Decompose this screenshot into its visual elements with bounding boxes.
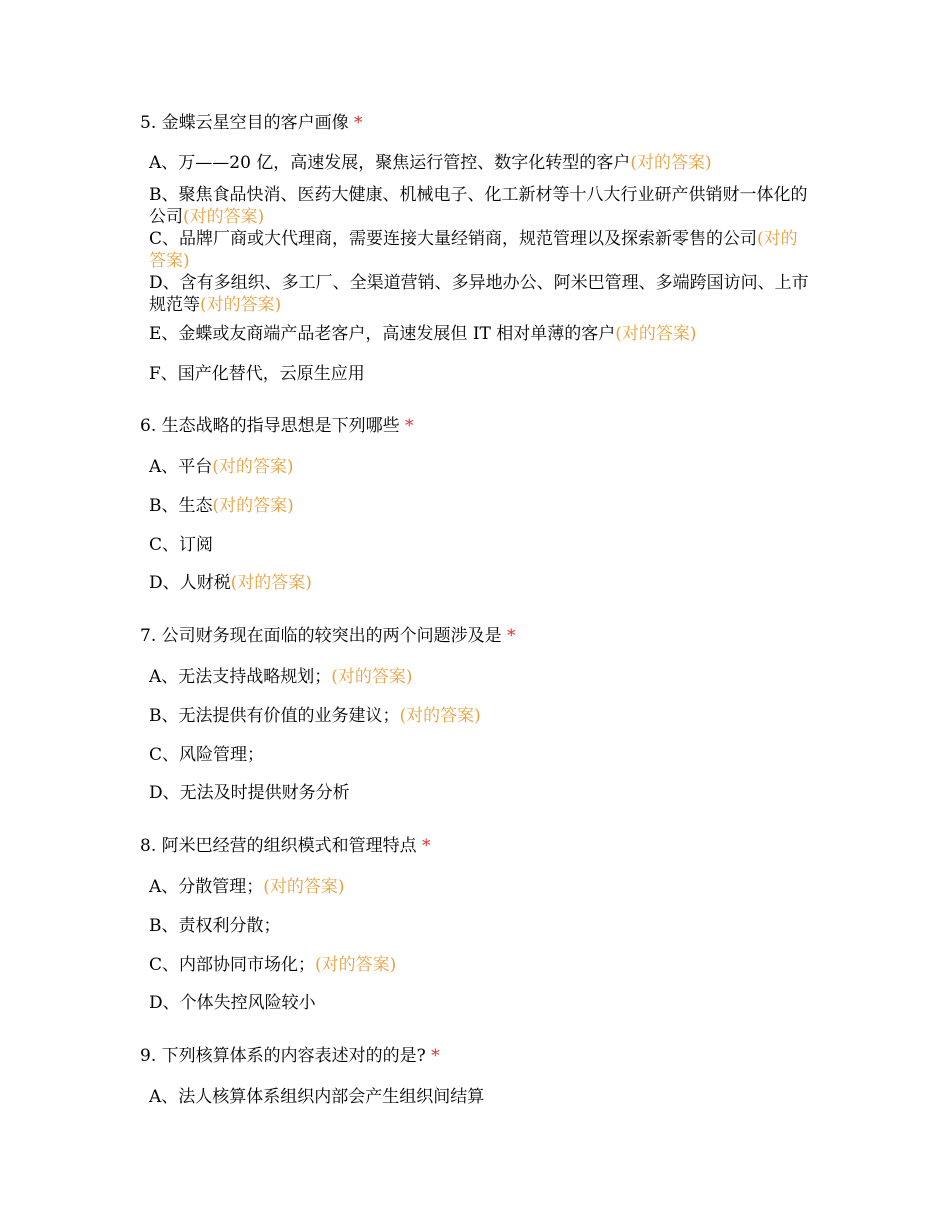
option-a[interactable] (149, 666, 809, 688)
required-mark: * (422, 836, 431, 856)
option-d[interactable] (149, 272, 809, 316)
correct-answer-tag: (对的答案) (212, 496, 294, 516)
option-label: D、人财税 (149, 573, 231, 593)
option-c[interactable] (149, 744, 809, 766)
question-title: 9. 下列核算体系的内容表述对的的是? * (140, 1046, 440, 1066)
option-c[interactable] (149, 954, 809, 976)
option-label: B、责权利分散； (149, 916, 281, 936)
question-5 (140, 112, 820, 384)
correct-answer-tag: (对的答案) (200, 295, 282, 315)
option-b[interactable] (149, 915, 809, 937)
question-title: 6. 生态战略的指导思想是下列哪些 * (140, 416, 414, 436)
question-6 (140, 415, 820, 593)
option-label: F、国产化替代，云原生应用 (149, 364, 365, 384)
option-e[interactable] (149, 323, 809, 345)
option-f[interactable] (149, 363, 809, 385)
question-title: 7. 公司财务现在面临的较突出的两个问题涉及是 * (140, 626, 516, 646)
option-label: D、含有多组织、多工厂、全渠道营销、多异地办公、阿米巴管理、多端跨国访问、上市规范等 (149, 273, 809, 315)
option-label: C、订阅 (149, 535, 214, 555)
option-label: C、内部协同市场化； (149, 955, 316, 975)
option-label: A、分散管理； (149, 877, 264, 897)
question-9 (140, 1045, 820, 1107)
required-mark: * (507, 626, 516, 646)
correct-answer-tag: (对的答案) (263, 877, 345, 897)
option-a[interactable] (149, 1086, 809, 1108)
question-title: 8. 阿米巴经营的组织模式和管理特点 * (140, 836, 431, 856)
option-label: B、无法提供有价值的业务建议； (149, 706, 400, 726)
option-label: A、平台 (149, 457, 213, 477)
correct-answer-tag: (对的答案) (212, 457, 294, 477)
option-d[interactable] (149, 992, 809, 1014)
required-mark: * (431, 1046, 440, 1066)
option-b[interactable] (149, 184, 809, 228)
option-a[interactable] (149, 876, 809, 898)
required-mark: * (405, 416, 414, 436)
option-b[interactable] (149, 705, 809, 727)
correct-answer-tag: (对的答案) (331, 667, 413, 687)
option-label: C、品牌厂商或大代理商，需要连接大量经销商，规范管理以及探索新零售的公司 (149, 229, 758, 249)
question-8 (140, 835, 820, 1013)
correct-answer-tag: (对的答案) (230, 573, 312, 593)
option-d[interactable] (149, 572, 809, 594)
option-a[interactable] (149, 456, 809, 478)
question-7 (140, 625, 820, 803)
option-label: D、无法及时提供财务分析 (149, 783, 350, 803)
option-label: A、万——20 亿，高速发展，聚焦运行管控、数字化转型的客户 (149, 153, 631, 173)
correct-answer-tag: (对的答案) (315, 955, 397, 975)
correct-answer-tag: (对的答案) (149, 229, 798, 271)
option-label: E、金蝶或友商端产品老客户，高速发展但 IT 相对单薄的客户 (149, 324, 616, 344)
required-mark: * (354, 113, 363, 133)
option-d[interactable] (149, 782, 809, 804)
option-b[interactable] (149, 495, 809, 517)
option-label: A、法人核算体系组织内部会产生组织间结算 (149, 1087, 485, 1107)
option-label: A、无法支持战略规划； (149, 667, 332, 687)
option-label: D、个体失控风险较小 (149, 993, 316, 1013)
question-title: 5. 金蝶云星空目的客户画像 * (140, 113, 363, 133)
correct-answer-tag: (对的答案) (399, 706, 481, 726)
option-c[interactable] (149, 228, 809, 272)
option-label: B、聚焦食品快消、医药大健康、机械电子、化工新材等十八大行业研产供销财一体化的公司 (149, 185, 808, 227)
correct-answer-tag: (对的答案) (630, 153, 712, 173)
option-label: C、风险管理； (149, 745, 265, 765)
option-c[interactable] (149, 534, 809, 556)
option-label: B、生态 (149, 496, 213, 516)
option-a[interactable] (149, 152, 809, 174)
correct-answer-tag: (对的答案) (615, 324, 697, 344)
correct-answer-tag: (对的答案) (183, 207, 265, 227)
